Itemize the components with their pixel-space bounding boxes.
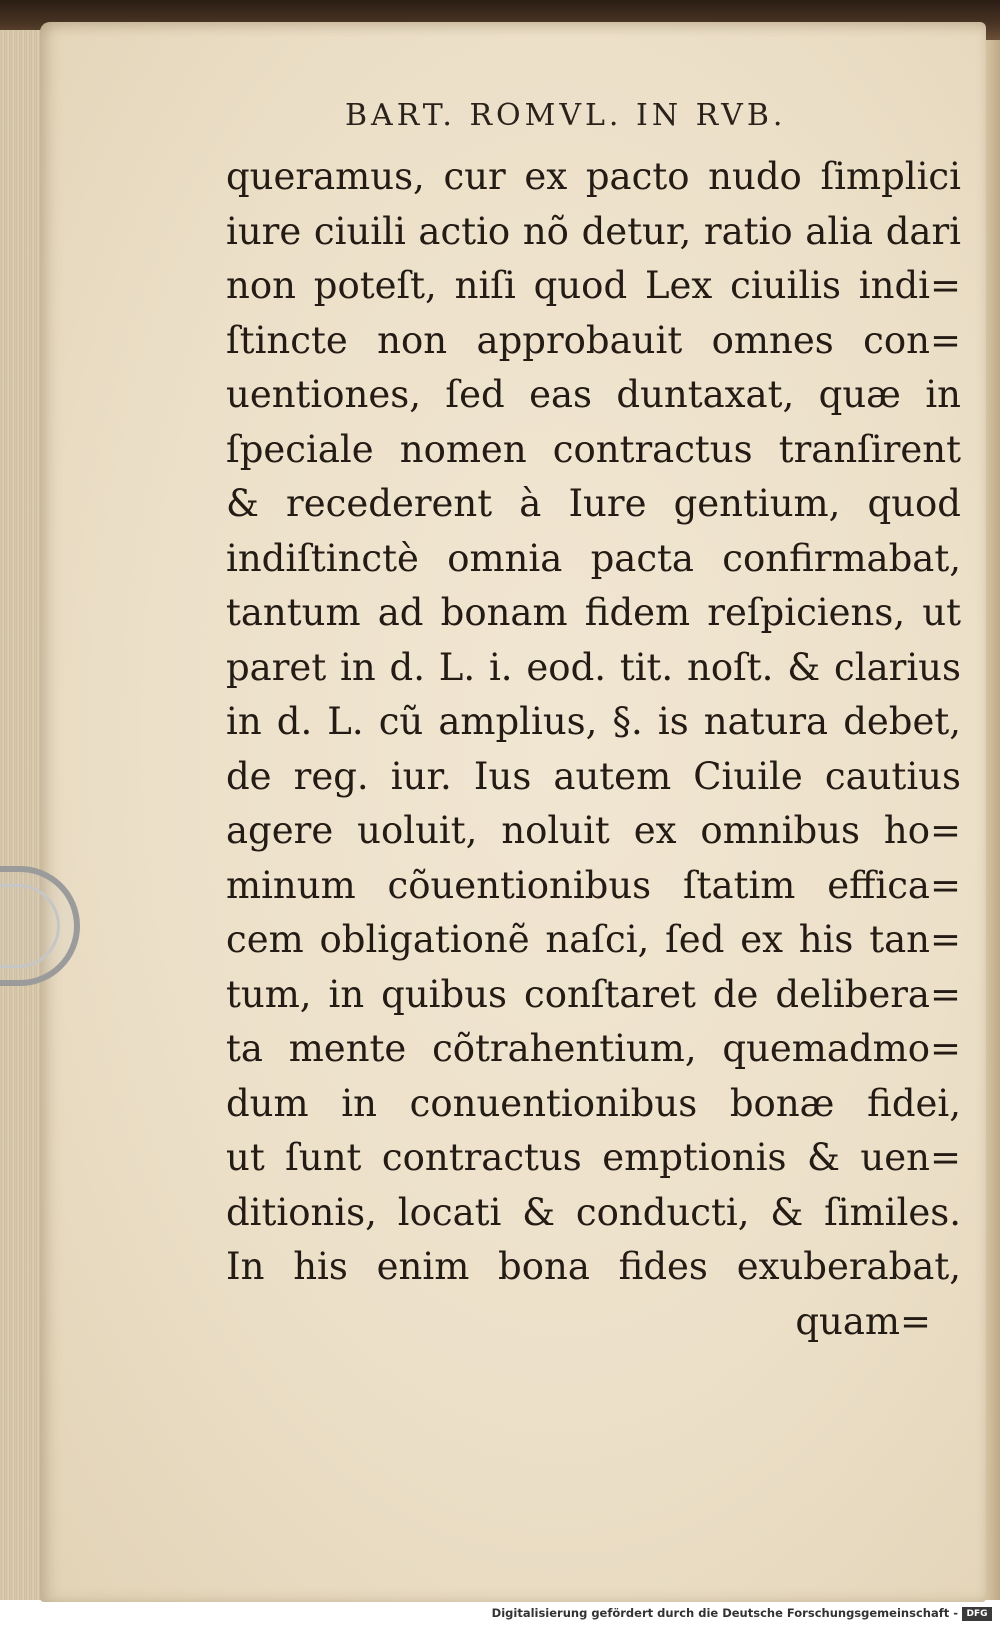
text-line: de reg. iur. Ius autem Ciuile cautius	[226, 754, 961, 798]
text-line: non poteſt, niſi quod Lex ciuilis indi=	[226, 264, 961, 307]
dfg-logo-icon: DFG	[962, 1607, 992, 1621]
text-line: in d. L. cũ amplius, §. is natura debet,	[226, 700, 961, 743]
text-line: tantum ad bonam fidem reſpiciens, ut	[226, 591, 961, 634]
running-head: BART. ROMVL. IN RVB.	[345, 98, 787, 133]
text-line: minum cõuentionibus ſtatim effica=	[226, 863, 961, 907]
text-line: dum in conuentionibus bonæ fidei,	[226, 1081, 961, 1125]
page-edges-right	[984, 40, 1000, 1600]
text-line: iure ciuili actio nõ detur, ratio alia dari	[226, 209, 961, 253]
catchword: quam=	[795, 1299, 931, 1343]
text-line: cem obligationẽ naſci, ſed ex his tan=	[226, 918, 961, 961]
text-line: queramus, cur ex pacto nudo ſimplici	[226, 155, 961, 198]
text-line: ut ſunt contractus emptionis & uen=	[226, 1136, 961, 1179]
text-line: & recederent à Iure gentium, quod	[226, 482, 961, 525]
body-text	[226, 150, 961, 1349]
text-line: ta mente cõtrahentium, quemadmo=	[226, 1027, 961, 1070]
text-line: indiſtinctè omnia pacta confirmabat,	[226, 536, 961, 580]
text-line: tum, in quibus conſtaret de delibera=	[226, 972, 961, 1016]
digitization-credit: Digitalisierung gefördert durch die Deutsche Forschungsgemeinschaft -	[491, 1606, 958, 1620]
text-line: ditionis, locati & conducti, & ſimiles.	[226, 1190, 961, 1234]
text-line: ſpeciale nomen contractus tranſirent	[226, 427, 961, 471]
text-line: paret in d. L. i. eod. tit. noſt. & clarius	[226, 645, 961, 689]
text-line: uentiones, ſed eas duntaxat, quæ in	[226, 373, 961, 416]
text-line: In his enim bona fides exuberabat,	[226, 1245, 961, 1288]
text-line: ſtincte non approbauit omnes con=	[226, 318, 961, 362]
text-line: agere uoluit, noluit ex omnibus ho=	[226, 809, 961, 852]
